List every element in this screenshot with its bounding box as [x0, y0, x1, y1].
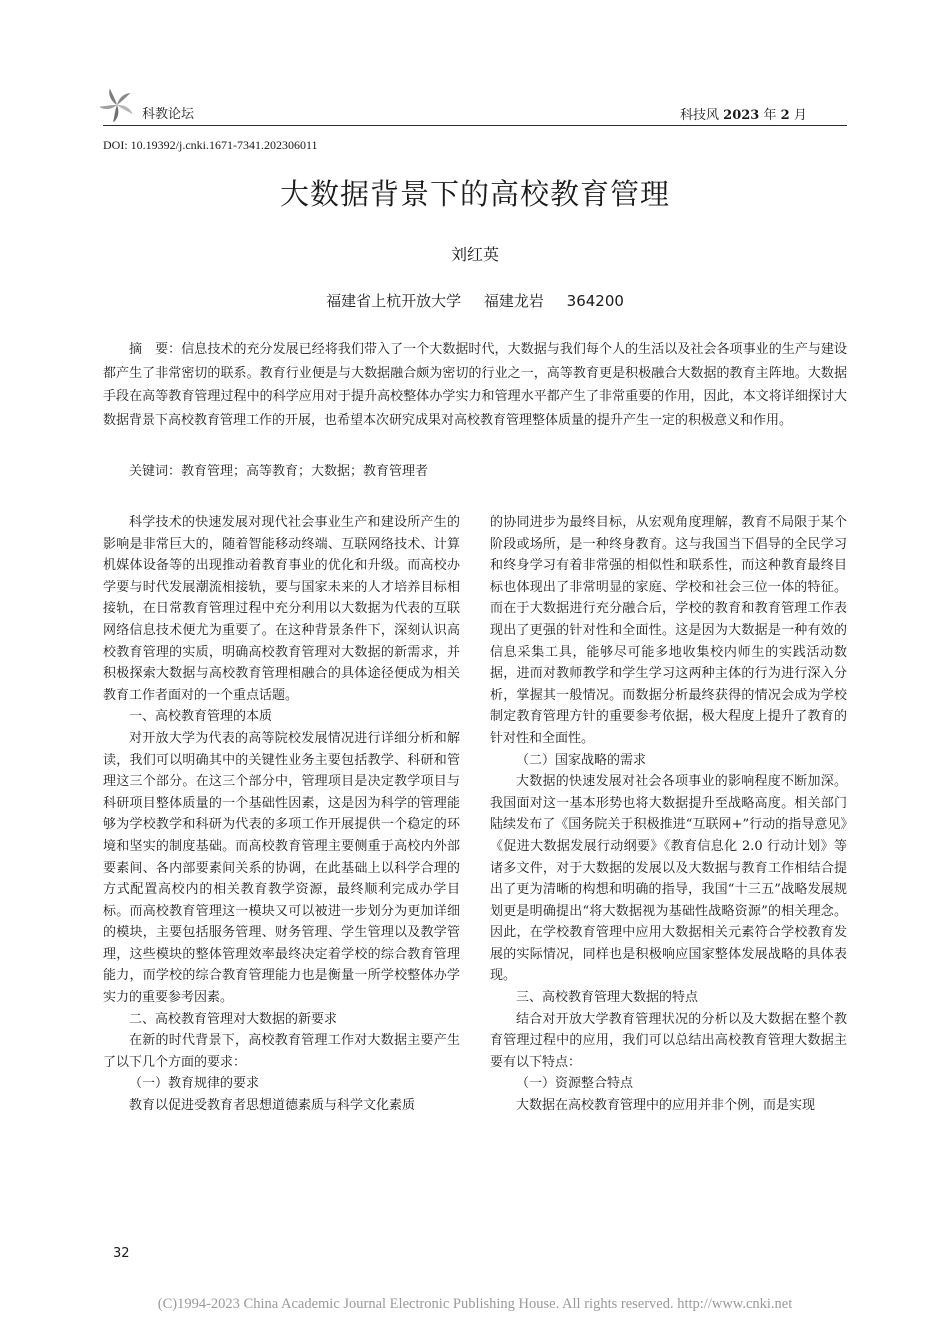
paragraph: 对开放大学为代表的高等院校发展情况进行详细分析和解读，我们可以明确其中的关键性业务主要包括教学、科研和管理这三个部分。在这三个部分中，管理项目是决定教学项目与科研项目整体质量的一个基础性因素，这是因为科学的管理能够为学校教学和科研为代表的多项工作开展提供一个稳定的环境和坚实的制度基础。而高校教育管理主要侧重于高校内外部要素间、各内部要素间关系的协调，在此基础上以科学合理的方式配置高校内的相关教育教学资源，最终顺利完成办学目标。而高校教育管理这一模块又可以被进一步划分为更加详细的模块，主要包括服务管理、财务管理、学生管理以及教学管理，这些模块的整体管理效率最终决定着学校的综合教育管理能力，而学校的综合教育管理能力也是衡量一所学校整体办学实力的重要参考因素。: [103, 730, 460, 1006]
author-name: 刘红英: [450, 245, 499, 264]
copyright-notice: (C)1994-2023 China Academic Journal Electronic Publishing House. All rights reserved. http://www.cnki.net: [157, 1296, 793, 1312]
paragraph: 科学技术的快速发展对现代社会事业生产和建设所产生的影响是非常巨大的，随着智能移动终端、互联网络技术、计算机媒体设备等的出现推动着教育事业的优化和升级。而高校办学要与时代发展潮流相接轨，要与国家未来的人才培养目标相接轨，在日常教育管理过程中充分利用以大数据为代表的互联网络信息技术便尤为重要了。在这种背景条件下，深刻认识高校教育管理的实质，明确高校教育管理对大数据的新需求，并积极探索大数据与高校教育管理相融合的具体途径便成为相关教育工作者面对的一个重点话题。: [103, 515, 460, 703]
affiliation-postcode: 364200: [566, 292, 624, 310]
journal-issue-info: [680, 104, 807, 123]
keywords: 关键词：教育管理；高等教育；大数据；教育管理者: [129, 464, 429, 479]
body-column-left: [103, 512, 460, 1117]
issue-year-suffix: 年: [763, 108, 777, 123]
pinwheel-logo-icon: [100, 88, 134, 122]
paragraph: 大数据在高校教育管理中的应用并非个例，而是实现: [516, 1098, 816, 1114]
column-name: 科教论坛: [142, 107, 195, 122]
journal-name: 科技风: [680, 108, 720, 123]
issue-year: 2023: [723, 108, 760, 123]
section-heading: 二、高校教育管理对大数据的新要求: [129, 1011, 338, 1027]
section-heading: 三、高校教育管理大数据的特点: [516, 990, 699, 1006]
paragraph: 在新的时代背景下，高校教育管理工作对大数据主要产生了以下几个方面的要求：: [103, 1033, 460, 1070]
paragraph: 教育以促进受教育者思想道德素质与科学文化素质: [129, 1098, 416, 1114]
page-number: 32: [113, 1246, 130, 1261]
section-heading: 一、高校教育管理的本质: [129, 709, 273, 725]
affiliation-institution: 福建省上杭开放大学: [326, 292, 462, 310]
subsection-heading: （二）国家战略的需求: [516, 752, 647, 768]
issue-month-suffix: 月: [793, 108, 807, 123]
paragraph: 结合对开放大学教育管理状况的分析以及大数据在整个教育管理过程中的应用，我们可以总结出高校教育管理大数据主要有以下特点：: [490, 1011, 847, 1070]
paragraph-continued: 的协同进步为最终目标，从宏观角度理解，教育不局限于某个阶段或场所，是一种终身教育。这与我国当下倡导的全民学习和终身学习有着非常强的相似性和联系性，而这种教育最终目标也体现出了非常明显的家庭、学校和社会三位一体的特征。而在于大数据进行充分融合后，学校的教育和教育管理工作表现出了更强的针对性和全面性。这是因为大数据是一种有效的信息采集工具，能够尽可能多地收集校内师生的实践活动数据，进而对教师教学和学生学习这两种主体的行为进行深入分析，掌握其一般情况。而数据分析最终获得的情况会成为学校制定教育管理方针的重要参考依据，极大程度上提升了教育的针对性和全面性。: [490, 515, 847, 746]
issue-month: 2: [780, 108, 790, 123]
author-affiliation: [0, 290, 950, 311]
doi: DOI: 10.19392/j.cnki.1671-7341.202306011: [103, 138, 318, 152]
affiliation-city: 福建龙岩: [483, 292, 544, 310]
paper-title: 大数据背景下的高校教育管理: [279, 177, 670, 211]
abstract: 摘 要：信息技术的充分发展已经将我们带入了一个大数据时代，大数据与我们每个人的生活以及社会各项事业的生产与建设都产生了非常密切的联系。教育行业便是与大数据融合颇为密切的行业之一，高等教育更是积极融合大数据的教育主阵地。大数据手段在高等教育管理过程中的科学应用对于提升高校整体办学实力和管理水平都产生了非常重要的作用，因此，本文将详细探讨大数据背景下高校教育管理工作的开展，也希望本次研究成果对高校教育管理整体质量的提升产生一定的积极意义和作用。: [103, 342, 847, 428]
body-column-right: [490, 512, 847, 1117]
subsection-heading: （一）资源整合特点: [516, 1076, 634, 1092]
paragraph: 大数据的快速发展对社会各项事业的影响程度不断加深。我国面对这一基本形势也将大数据提升至战略高度。相关部门陆续发布了《国务院关于积极推进“互联网+”行动的指导意见》《促进大数据发展行动纲要》《教育信息化 2.0 行动计划》等诸多文件，对于大数据的发展以及大数据与教育工作相结合提出了更为清晰的构想和明确的指导，我国“十三五”战略发展规划更是明确提出“将大数据视为基础性战略资源”的相关理念。因此，在学校教育管理中应用大数据相关元素符合学校教育发展的实际情况，同样也是积极响应国家整体发展战略的具体表现。: [490, 774, 847, 984]
subsection-heading: （一）教育规律的要求: [129, 1076, 260, 1092]
header-divider: [103, 125, 847, 126]
